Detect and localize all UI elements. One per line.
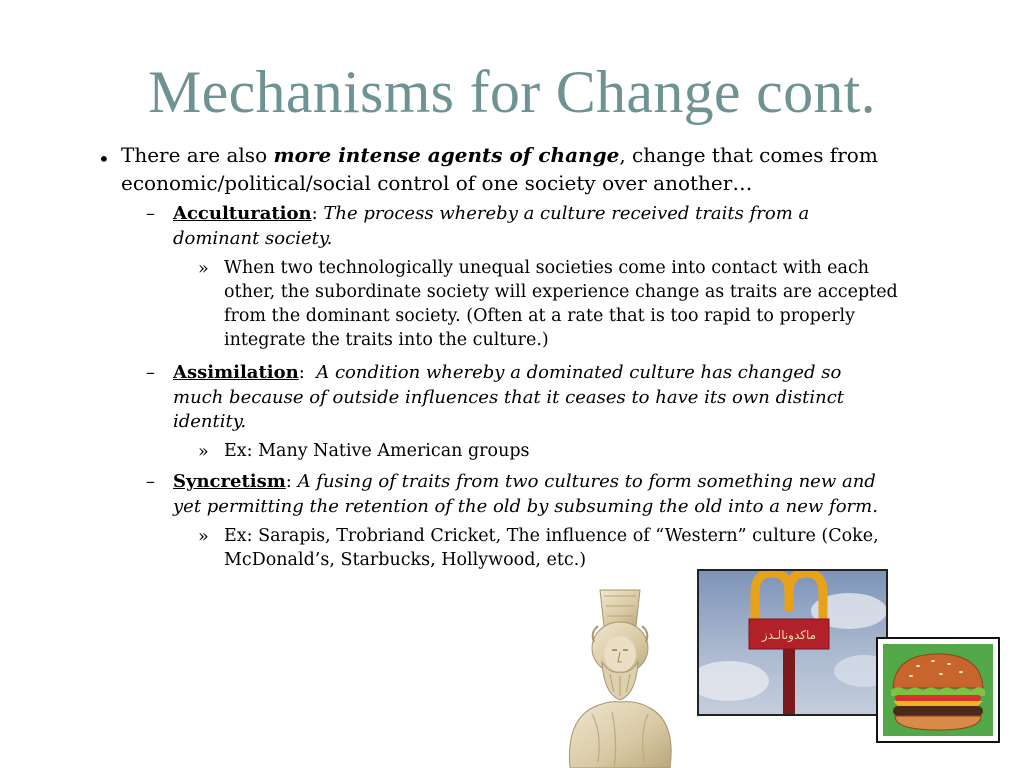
acculturation-sub-line2: other, the subordinate society will experience change as traits are accepted <box>224 282 898 302</box>
acculturation-sub-line1: When two technologically unequal societies come into contact with each <box>224 258 870 278</box>
hamburger-image <box>876 637 1000 743</box>
syncretism-line1 <box>173 471 876 492</box>
bullet1-line2: economic/political/social control of one society over another… <box>121 171 753 195</box>
syncretism-def: A fusing of traits from two cultures to form something new and <box>291 471 876 492</box>
acculturation-def: The process whereby a culture received traits from a <box>317 203 810 224</box>
slide-title: Mechanisms for Change cont. <box>148 59 876 125</box>
dash-marker: – <box>146 471 155 492</box>
sarapis-bust-image <box>552 582 688 768</box>
acculturation-line2: dominant society. <box>173 228 333 249</box>
syncretism-sub-line1: Ex: Sarapis, Trobriand Cricket, The influence of “Western” culture (Coke, <box>224 526 879 546</box>
syncretism-sub-line2: McDonald’s, Starbucks, Hollywood, etc.) <box>224 550 587 570</box>
sub-marker: » <box>198 527 209 547</box>
mcdonalds-sign-image <box>697 569 888 716</box>
bullet-marker: • <box>98 147 110 171</box>
dash-marker: – <box>146 362 155 383</box>
acculturation-colon: : <box>311 203 318 224</box>
sub-marker: » <box>198 259 209 279</box>
acculturation-sub-line4: integrate the traits into the culture.) <box>224 330 549 350</box>
bullet1-line1 <box>121 143 878 167</box>
syncretism-term: Syncretism <box>173 471 286 492</box>
acculturation-sub-line3: from the dominant society. (Often at a rate that is too rapid to properly <box>224 306 856 326</box>
acculturation-term: Acculturation <box>173 203 312 224</box>
bullet1-pre: There are also <box>121 143 274 167</box>
assimilation-line2: much because of outside influences that it ceases to have its own distinct <box>173 387 845 408</box>
assimilation-colon: : <box>298 362 305 383</box>
dash-marker: – <box>146 203 155 224</box>
bullet1-post: , change that comes from <box>619 143 878 167</box>
acculturation-line1 <box>173 203 809 224</box>
assimilation-def: A condition whereby a dominated culture has changed so <box>304 362 842 383</box>
assimilation-line1 <box>173 362 841 383</box>
bullet1-emphasis: more intense agents of change <box>273 143 620 167</box>
assimilation-line3: identity. <box>173 411 247 432</box>
sub-marker: » <box>198 442 209 462</box>
sign-text: ماكدونالـدز <box>761 628 817 642</box>
syncretism-line2: yet permitting the retention of the old by subsuming the old into a new form. <box>173 496 878 517</box>
assimilation-sub-line: Ex: Many Native American groups <box>224 441 530 461</box>
assimilation-term: Assimilation <box>173 362 299 383</box>
syncretism-colon: : <box>285 471 292 492</box>
